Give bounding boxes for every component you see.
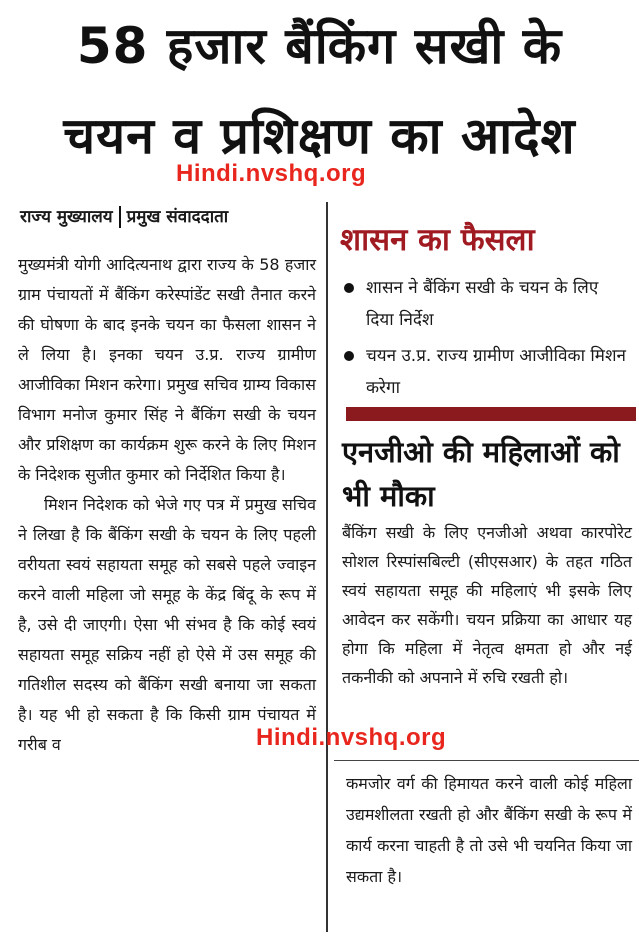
section-accent-bar bbox=[346, 407, 636, 421]
article-continuation: कमजोर वर्ग की हिमायत करने वाली कोई महिला उद्यमशीलता रखती हो और बैंकिंग सखी के रूप में कार्य करना चाहती है तो उसे भी चयनित किया जा सकता है। bbox=[346, 774, 632, 886]
bullet-text: चयन उ.प्र. राज्य ग्रामीण आजीविका मिशन करेगा bbox=[366, 346, 626, 398]
bullet-text: शासन ने बैंकिंग सखी के चयन के लिए दिया निर्देश bbox=[366, 278, 599, 330]
article-body bbox=[18, 250, 316, 760]
byline-author: प्रमुख संवाददाता bbox=[126, 207, 229, 227]
byline-location: राज्य मुख्यालय bbox=[20, 207, 113, 227]
column-divider bbox=[326, 202, 328, 932]
list-item bbox=[340, 272, 630, 336]
bullet-dot-icon bbox=[344, 351, 354, 361]
article-paragraph-2: मिशन निदेशक को भेजे गए पत्र में प्रमुख सचिव ने लिखा है कि बैंकिंग सखी के चयन के लिए पहली वरीयता स्वयं सहायता समूह को सबसे पहले ज्वाइन करने वाली महिला जो समूह के केंद्र बिंदू के रूप में है, उसे दी जाएगी। ऐसा भी संभव है कि कोई स्वयं सहायता समूह सक्रिय नहीं हो ऐसे में उस समूह की गतिशील सदस्य को बैंकिंग सखी बनाया जा सकता है। यह भी हो सकता है कि किसी ग्राम पंचायत में गरीब व bbox=[18, 495, 316, 754]
byline-separator bbox=[119, 206, 121, 228]
section-divider-line bbox=[334, 760, 639, 761]
sidebar-bullet-list bbox=[340, 272, 630, 408]
bullet-dot-icon bbox=[344, 283, 354, 293]
watermark-top: Hindi.nvshq.org bbox=[176, 160, 367, 187]
list-item bbox=[340, 340, 630, 404]
byline bbox=[20, 204, 228, 228]
sidebar-subbody: बैंकिंग सखी के लिए एनजीओ अथवा कारपोरेट सोशल रिस्पांसबिल्टी (सीएसआर) के तहत गठित स्वयं सहायता समूह की महिलाएं भी इसके लिए आवेदन कर सकेंगी। चयन प्रक्रिया का आधार यह होगा कि महिला में नेतृत्व क्षमता हो और नई तकनीकी को अपनाने में रुचि रखती हो। bbox=[342, 523, 632, 687]
article-paragraph-1: मुख्यमंत्री योगी आदित्यनाथ द्वारा राज्य के 58 हजार ग्राम पंचायतों में बैंकिंग करेस्पांडेंट सखी तैनात करने की घोषणा के बाद इनके चयन का फैसला शासन ने ले लिया है। इनका चयन उ.प्र. राज्य ग्रामीण आजीविका मिशन करेगा। प्रमुख सचिव ग्राम्य विकास विभाग मनोज कुमार सिंह ने बैंकिंग सखी के चयन और प्रशिक्षण का कार्यक्रम शुरू करने के लिए मिशन के निदेशक सुजीत कुमार को निर्देशित किया है। bbox=[18, 255, 316, 484]
headline-line-1: 58 हजार बैंकिंग सखी के bbox=[76, 17, 563, 75]
sidebar-title: शासन का फैसला bbox=[340, 222, 535, 258]
watermark-bottom: Hindi.nvshq.org bbox=[256, 724, 447, 751]
sidebar-subhead: एनजीओ की महिलाओं को भी मौका bbox=[342, 435, 620, 513]
headline-line-2: चयन व प्रशिक्षण का आदेश bbox=[63, 107, 576, 165]
